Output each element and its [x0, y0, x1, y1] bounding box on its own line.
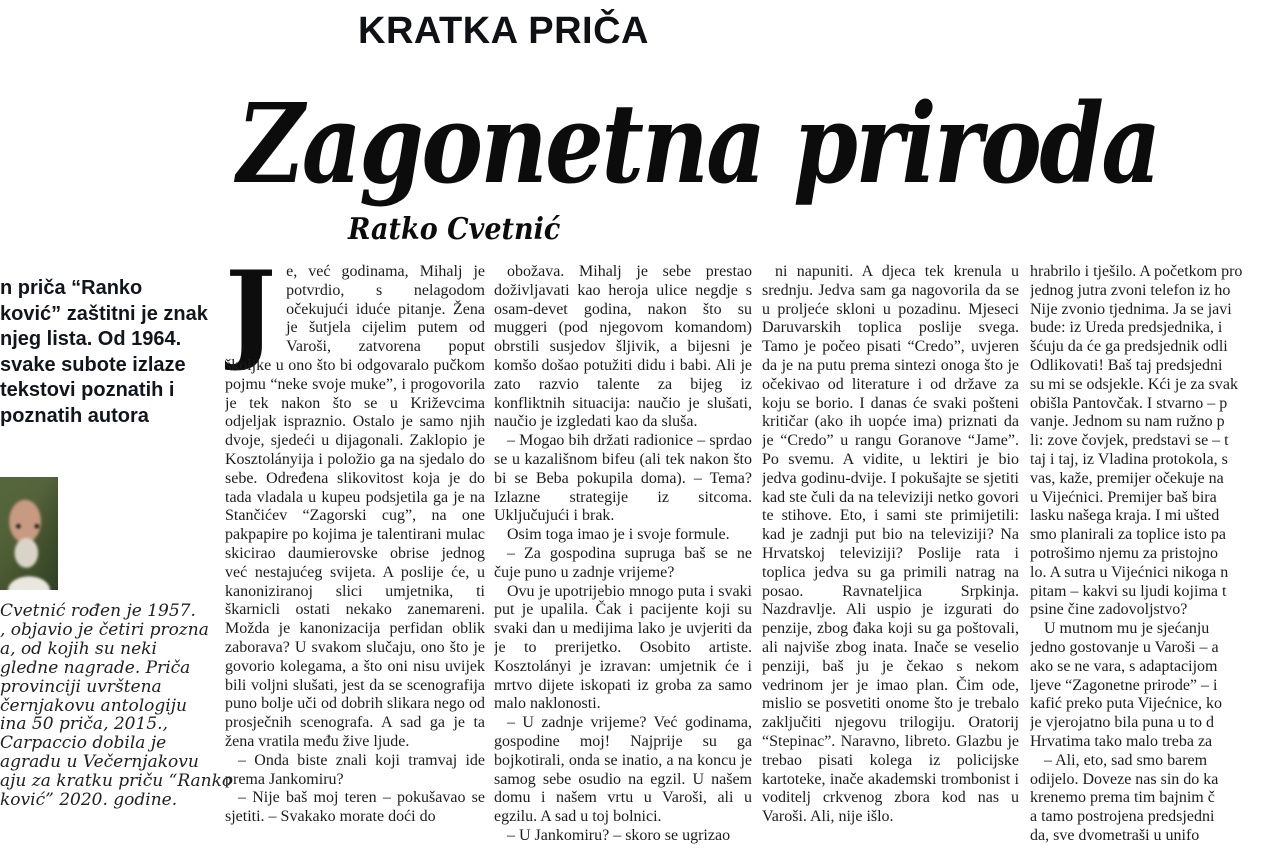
promo-line: tekstovi poznatih i	[0, 379, 175, 401]
text-line: obišla Pantovčak. I stvarno – p	[1030, 394, 1228, 412]
article-column-3	[762, 263, 1019, 853]
bio-line: provinciji uvrštena	[0, 676, 162, 697]
paragraph: – Za gospodina supruga baš se ne čuje puno u zadnje vrijeme?	[494, 544, 752, 581]
article-column-4	[1030, 263, 1280, 853]
promo-line: poznatih autora	[0, 404, 149, 427]
sidebar-promo-text	[0, 276, 220, 429]
paragraph: obožava. Mihalj je sebe prestao doživljavati kao heroja ulice negdje s osam-devet godina, nakon što su muggeri (pod njegovom komandom) obrstili susjedov šljivik, a bijesni je komšo došao potužiti didu i babi. Ali je zato razvio talente za bijeg iz konfliktnih situacija: naučio je slušati, naučio je izgledati kao da sluša.	[494, 263, 752, 431]
author-photo-image	[0, 477, 58, 590]
bio-line: aju za kratku priču “Ranko	[0, 771, 233, 792]
text-line: ako se ne vara, s adaptacijom	[1030, 657, 1218, 675]
text-line: bude: iz Ureda predsjednika, i	[1030, 319, 1223, 337]
text-line: potrošimo njemu za pristojno	[1030, 544, 1218, 562]
text-line: krenemo prema tim bajnim č	[1030, 789, 1215, 807]
paragraph: – U zadnje vrijeme? Već godinama, gospodine moj! Najprije su ga bojkotirali, onda se inatio, a na koncu je samog sebe osudio na egzil. U našem domu i našem vrtu u Varoši, ali u egzilu. A sad u toj bolnici.	[494, 714, 752, 826]
paragraph: – Onda biste znali koji tramvaj ide prema Jankomiru?	[225, 751, 485, 788]
text-line: da, sve dvometraši u unifo	[1030, 826, 1200, 844]
bio-line: Carpaccio dobila je	[0, 733, 167, 754]
paragraph: – Mogao bih držati radionice – sprdao se u kazališnom bifeu (ali tek nakon što bi se Beba pokupila doma). – Tema? Izlazne strategije iz sitcoma. Uključujući i brak.	[494, 432, 752, 525]
article-column-1	[225, 263, 485, 853]
text-line: je vjerojatno bila puna u to d	[1030, 714, 1214, 732]
article-headline: Zagonetna priroda	[237, 79, 1159, 208]
text-line: jednog jutra zvoni telefon iz ho	[1030, 281, 1231, 299]
text-line: Hrvatima tako malo treba za	[1030, 732, 1213, 750]
text-line: – Ali, eto, sad smo barem	[1044, 751, 1208, 769]
text-line: a tamo postrojena predsjedni	[1030, 808, 1215, 826]
paragraph: – Nije baš moj teren – pokušavao se sjetiti. – Svakako morate doći do	[225, 789, 485, 826]
text-line: odijelo. Doveze nas sin do ka	[1030, 770, 1219, 788]
text-line: pitam – kakvi su ljudi kojima t	[1030, 582, 1227, 600]
bio-line: ković” 2020. godine.	[0, 790, 178, 811]
promo-line: njeg lista. Od 1964.	[0, 328, 182, 350]
text-line: Nije zvonio tjednima. Ja se javi	[1030, 300, 1232, 318]
paragraph: Ovu je upotrijebio mnogo puta i svaki put je upalila. Čak i pacijente koji su svaki dan u medijima lako je uvjeriti da je to prerijetko. Osobito artiste. Kosztolányi je izravan: umjetnik će i mrtvo dijete iskopati iz groba za samo malo naklonosti.	[494, 582, 752, 713]
column-1-paragraphs	[225, 752, 485, 827]
text-line: su mi se odsjekle. Kći je za svak	[1030, 375, 1238, 393]
opening-paragraph	[225, 263, 485, 752]
text-line: lasku našega kraja. I mi ušted	[1030, 507, 1220, 525]
paragraph: – U Jankomiru? – skoro se ugrizao	[507, 826, 731, 844]
author-photo	[0, 477, 58, 590]
drop-cap: J	[225, 263, 277, 374]
opening-paragraph-text: e, već godinama, Mihalj je potvrdio, s nelagodom očekujući iduće pitanje. Žena je šutjela cijelim putem od Varoši, zatvorena poput školjke u ono što bi odgovaralo pučkom pojmu “neke svoje muke”, i progovorila je tek nakon što se u Križevcima odjeljak ispraznio. Ostalo je samo njih dvoje, sjedeći u dijagonali. Zaklopio je Kosztolányija i položio ga na sjedalo do sebe. Određena slikovitost koja je do tada vladala u kupeu podsjetila ga je na Stančićev “Zagorski cug”, na one pakpapire po kojima je talentirani mulac skicirao daumierovske obrise jednog već nestajućeg svijeta. A poslije će, u kanoniziranoj slici umjetnika, ti škarnicli ostati nekako zanemareni. Možda je kanonizacija perfidan oblik zaborava? U svakom slučaju, ono što je govorio kolegama, a što oni nisu uvijek bili voljni slušati, jest da se scenografija puno bolje uči od dobrih slikara nego od prosječnih scenografa. A sad ga je ta žena vratila među žive ljude.	[225, 263, 485, 750]
author-bio-text	[0, 601, 233, 811]
text-line: u Vijećnici. Premijer baš bira	[1030, 488, 1217, 506]
article-column-2	[494, 263, 752, 853]
text-line: lo. A sutra u Vijećnici nikoga n	[1030, 563, 1229, 581]
section-kicker: KRATKA PRIČA	[358, 10, 649, 52]
promo-line: ković” zaštitni je znak	[0, 302, 208, 325]
paragraph: ni napuniti. A djeca tek krenula u srednju. Jedva sam ga nagovorila da se u proljeće skloni u pozadinu. Mjeseci Daruvarskih toplica poslije svega. Tamo je počeo pisati “Credo”, uvjeren da je na putu prema sintezi onoga što je očekivao od literature i od države za koju se borio. I danas će svaki pošteni kritičar (ako ih uopće ima) priznati da je “Credo” u rangu Goranove “Jame”. Po svemu. A vidite, u lektiri je bio jedva godinu-dvije. I pokušajte se sjetiti kad ste čuli da na televiziji netko govori te stihove. Eto, i sami ste primijetili: kad je zadnji put bio na televiziji? Na Hrvatskoj televiziji? Poslije rata i toplica jedva su ga primili natrag na posao. Ravnateljica Srpkinja. Nazdravlje. Ali uspio je izgurati do penzije, zbog đaka koji su ga poštovali, ali najviše zbog inata. Inače se veselio penziji, baš ju je čekao s nekom vedrinom jer je imao plan. Čim ode, mislio se posvetiti onome što je trebalo zaključiti njegovu trilogiju. Oratorij “Stepinac”. Naravno, libreto. Glazbu je trebao pisati kolega iz policijske kartoteke, inače akademski trombonist i voditelj crkvenog zbora kod nas u Varoši. Ali, nije išlo.	[762, 263, 1019, 826]
text-line: li: zove čovjek, predstavi se – t	[1030, 432, 1229, 450]
bio-line: gledne nagrade. Priča	[0, 657, 191, 678]
promo-line: n priča “Ranko	[0, 277, 143, 299]
text-line: Odlikovati! Baš taj predsjedni	[1030, 356, 1223, 374]
bio-line: , objavio je četiri prozna	[0, 619, 209, 640]
text-line: U mutnom mu je sjećanju	[1044, 620, 1210, 638]
text-line: šćuju da će ga predsjednik odli	[1030, 338, 1228, 356]
text-line: vas, kaže, premijer očekuje na	[1030, 469, 1224, 487]
text-line: ljeve “Zagonetne prirode” – i	[1030, 676, 1218, 694]
text-line: taj i taj, iz Vladina protokola, s	[1030, 450, 1228, 468]
text-line: kafić preko puta Vijećnice, ko	[1030, 695, 1222, 713]
text-line: hrabrilo i tješilo. A početkom pro	[1030, 263, 1243, 280]
bio-line: agradu u Večernjakovu	[0, 752, 199, 773]
text-line: jedno gostovanje u Varoši – a	[1030, 638, 1219, 656]
bio-line: a, od kojih su neki	[0, 638, 157, 659]
text-line: vanje. Jednom su nam ružno p	[1030, 413, 1225, 431]
article-byline: Ratko Cvetnić	[348, 212, 561, 247]
text-line: psine čine zadovoljstvo?	[1030, 601, 1188, 619]
bio-line: Cvetnić rođen je 1957.	[0, 601, 196, 621]
bio-line: černjakovu antologiju	[0, 695, 187, 716]
promo-line: svake subote izlaze	[0, 353, 186, 376]
text-line: smo planirali za toplice isto pa	[1030, 526, 1226, 544]
paragraph: Osim toga imao je i svoje formule.	[507, 526, 730, 544]
bio-line: ina 50 priča, 2015.,	[0, 714, 168, 735]
